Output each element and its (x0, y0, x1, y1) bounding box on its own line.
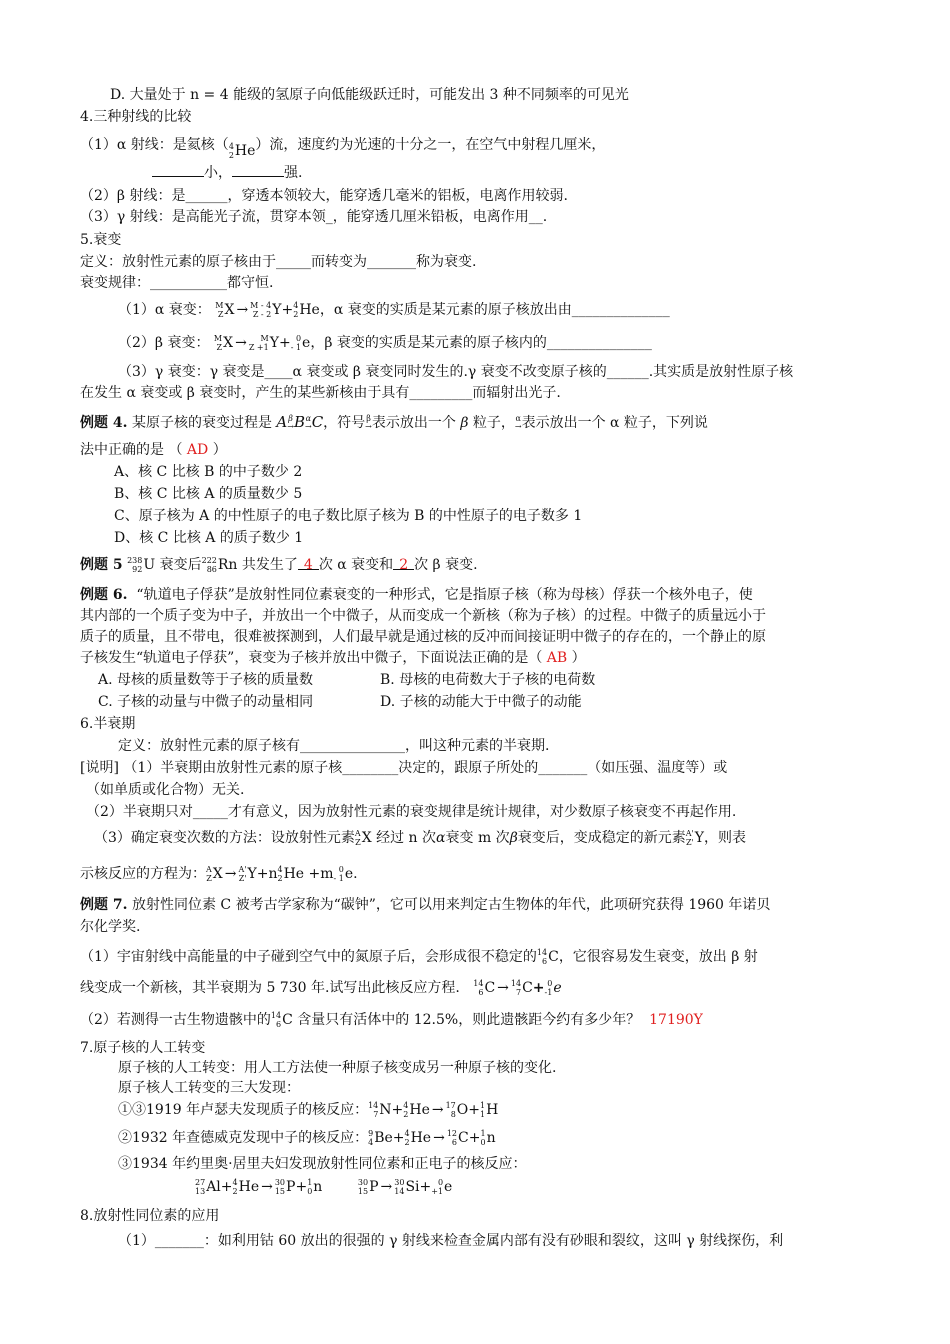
example-4-answer: AD (186, 442, 209, 458)
example-7-line-1: 例题 7. 放射性同位素 C 被考古学家称为“碳钟”，它可以用来判定古生物体的年代，此项研究获得 1960 年诺贝 (80, 897, 771, 913)
example-5-line: 例题 5 238 92 U 衰变后 222 86 Rn 共发生了 4 次 α 衰变和 2 次 β 衰变. (80, 556, 478, 574)
example-6-line-4: 子核发生“轨道电子俘获”，衰变为子核并放出中微子，下面说法正确的是（ AB ） (80, 650, 586, 666)
alpha-ray-line: （1）α 射线：是氦核（ 4 2 He ）流，速度约为光速的十分之一，在空气中射程几厘米， (80, 137, 606, 160)
beta-ray-line: （2）β 射线：是______，穿透本领较大，能穿透几毫米的铝板，电离作用较弱. (80, 188, 568, 204)
example-6-answer: AB (546, 650, 568, 666)
section-6-heading: 6.半衰期 (80, 716, 136, 732)
artificial-transmutation-definition: 原子核的人工转变：用人工方法使一种原子核变成另一种原子核的变化. (118, 1060, 557, 1076)
example-7-part-1: （1）宇宙射线中高能量的中子碰到空气中的氮原子后，会形成很不稳定的 14 6 C，它很容易发生衰变，放出 β 射 (80, 948, 758, 966)
example-6-option: A. 母核的质量数等于子核的质量数 (98, 672, 314, 688)
half-life-note-1: [说明] （1）半衰期由放射性元素的原子核________决定的，跟原子所处的_______（如压强、温度等）或 (80, 760, 728, 776)
discovery-proton: ①③1919 年卢瑟夫发现质子的核反应： 14 7 N+ 4 2 He → 17 8 O+ 1 1 H (118, 1101, 499, 1119)
example-6-line-1: 例题 6. “轨道电子俘获”是放射性同位素衰变的一种形式，它是指原子核（称为母核）俘获一个核外电子，使 (80, 587, 753, 603)
decay-definition: 定义：放射性元素的原子核由于_____而转变为_______称为衰变. (80, 254, 477, 270)
example-4-line-2: 法中正确的是 （ AD ） (80, 442, 227, 458)
option-d-line: D. 大量处于 n = 4 能级的氢原子向低能级跃迁时，可能发出 3 种不同频率的可见光 (110, 87, 629, 103)
section-8-heading: 8.放射性同位素的应用 (80, 1208, 220, 1224)
application-1: （1）_______：如利用钴 60 放出的很强的 γ 射线来检查金属内部有没有砂眼和裂纹，这叫 γ 射线探伤，利 (118, 1233, 784, 1249)
example-4-option: D、核 C 比核 A 的质子数少 1 (114, 530, 304, 546)
half-life-definition: 定义：放射性元素的原子核有_______________，叫这种元素的半衰期. (118, 738, 550, 754)
example-6-line-3: 质子的质量，且不带电，很难被探测到，人们最早就是通过核的反冲而间接证明中微子的存在的，一个静止的原 (80, 629, 766, 645)
example-4-option: B、核 C 比核 A 的质量数少 5 (114, 486, 303, 502)
section-5-heading: 5.衰变 (80, 232, 122, 248)
example-6-option: D. 子核的动能大于中微子的动能 (380, 694, 582, 710)
half-life-note-1b: （如单质或化合物）无关. (86, 782, 245, 798)
example-7-part-1-line-2: 线变成一个新核，其半衰期为 5 730 年.试写出此核反应方程. 14 6 C → 14 7 C+ 0 -1 e (80, 979, 562, 997)
section-4-heading: 4.三种射线的比较 (80, 109, 192, 125)
example-7-line-2: 尔化学奖. (80, 919, 141, 935)
example-7-answer: 17190Y (649, 1012, 703, 1028)
half-life-equation: 示核反应的方程为： A Z X → A' Z' Y+n 4 2 He +m 0 - 1 e. (80, 865, 358, 883)
example-4-question: 例题 4. 某原子核的衰变过程是 A β → B α → C，符号 β → 表示放出一个 β 粒子， α → 表示放出一个 α 粒子，下列说 (80, 413, 708, 431)
section-7-heading: 7.原子核的人工转变 (80, 1040, 206, 1056)
alpha-ray-line-2: 小， 强. (152, 162, 302, 183)
helium-nucleus: 4 2 He (228, 142, 256, 160)
decay-rule: 衰变规律：___________都守恒. (80, 275, 274, 291)
gamma-ray-line: （3）γ 射线：是高能光子流，贯穿本领_，能穿透几厘米铅板，电离作用__. (80, 209, 548, 225)
example-5-answer-beta: 2 (393, 555, 414, 570)
example-6-line-2: 其内部的一个质子变为中子，并放出一个中微子，从而变成一个新核（称为子核）的过程。中微子的质量远小于 (80, 608, 766, 624)
gamma-decay-line: （3）γ 衰变：γ 衰变是____α 衰变或 β 衰变同时发生的.γ 衰变不改变原子核的______.其实质是放射性原子核 (118, 364, 794, 380)
gamma-decay-line-2: 在发生 α 衰变或 β 衰变时，产生的某些新核由于具有_________而辐射出光子. (80, 385, 561, 401)
discovery-neutron: ②1932 年查德威克发现中子的核反应： 9 4 Be+ 4 2 He → 12 6 C+ 1 0 n (118, 1129, 496, 1147)
example-6-option: C. 子核的动量与中微子的动量相同 (98, 694, 314, 710)
half-life-note-2: （2）半衰期只对_____才有意义，因为放射性元素的衰变规律是统计规律，对少数原子核衰变不再起作用. (86, 804, 737, 820)
example-4-option: C、原子核为 A 的中性原子的电子数比原子核为 B 的中性原子的电子数多 1 (114, 508, 583, 524)
example-5-answer-alpha: 4 (298, 555, 319, 570)
example-4-option: A、核 C 比核 B 的中子数少 2 (114, 464, 303, 480)
positron-reaction: 27 13 Al+ 4 2 He → 30 15 P+ 1 0 n 30 15 P → 30 14 Si+ 0 +1 e (195, 1178, 453, 1196)
example-7-part-2: （2）若测得一古生物遗骸中的 14 6 C 含量只有活体中的 12.5%，则此遗骸距今约有多少年？ 17190Y (80, 1011, 703, 1029)
example-6-option: B. 母核的电荷数大于子核的电荷数 (380, 672, 596, 688)
beta-decay-line: （2）β 衰变： M Z X → M Z +1 Y+ 0 - 1 e，β 衰变的实质是某元素的原子核内的_______________ (118, 334, 652, 352)
nuclide-mz: M Z (215, 301, 224, 319)
three-discoveries-title: 原子核人工转变的三大发现： (118, 1080, 300, 1096)
discovery-positron: ③1934 年约里奥·居里夫妇发现放射性同位素和正电子的核反应： (118, 1156, 527, 1172)
alpha-decay-line: （1）α 衰变： M Z X → M - 4 Z - 2 Y+ 4 2 He，α 衰变的实质是某元素的原子核放出由______________ (118, 301, 670, 319)
half-life-note-3: （3）确定衰变次数的方法：设放射性元素 A Z X 经过 n 次α衰变 m 次β衰变后，变成稳定的新元素 A' Z' Y，则表 (94, 829, 747, 847)
